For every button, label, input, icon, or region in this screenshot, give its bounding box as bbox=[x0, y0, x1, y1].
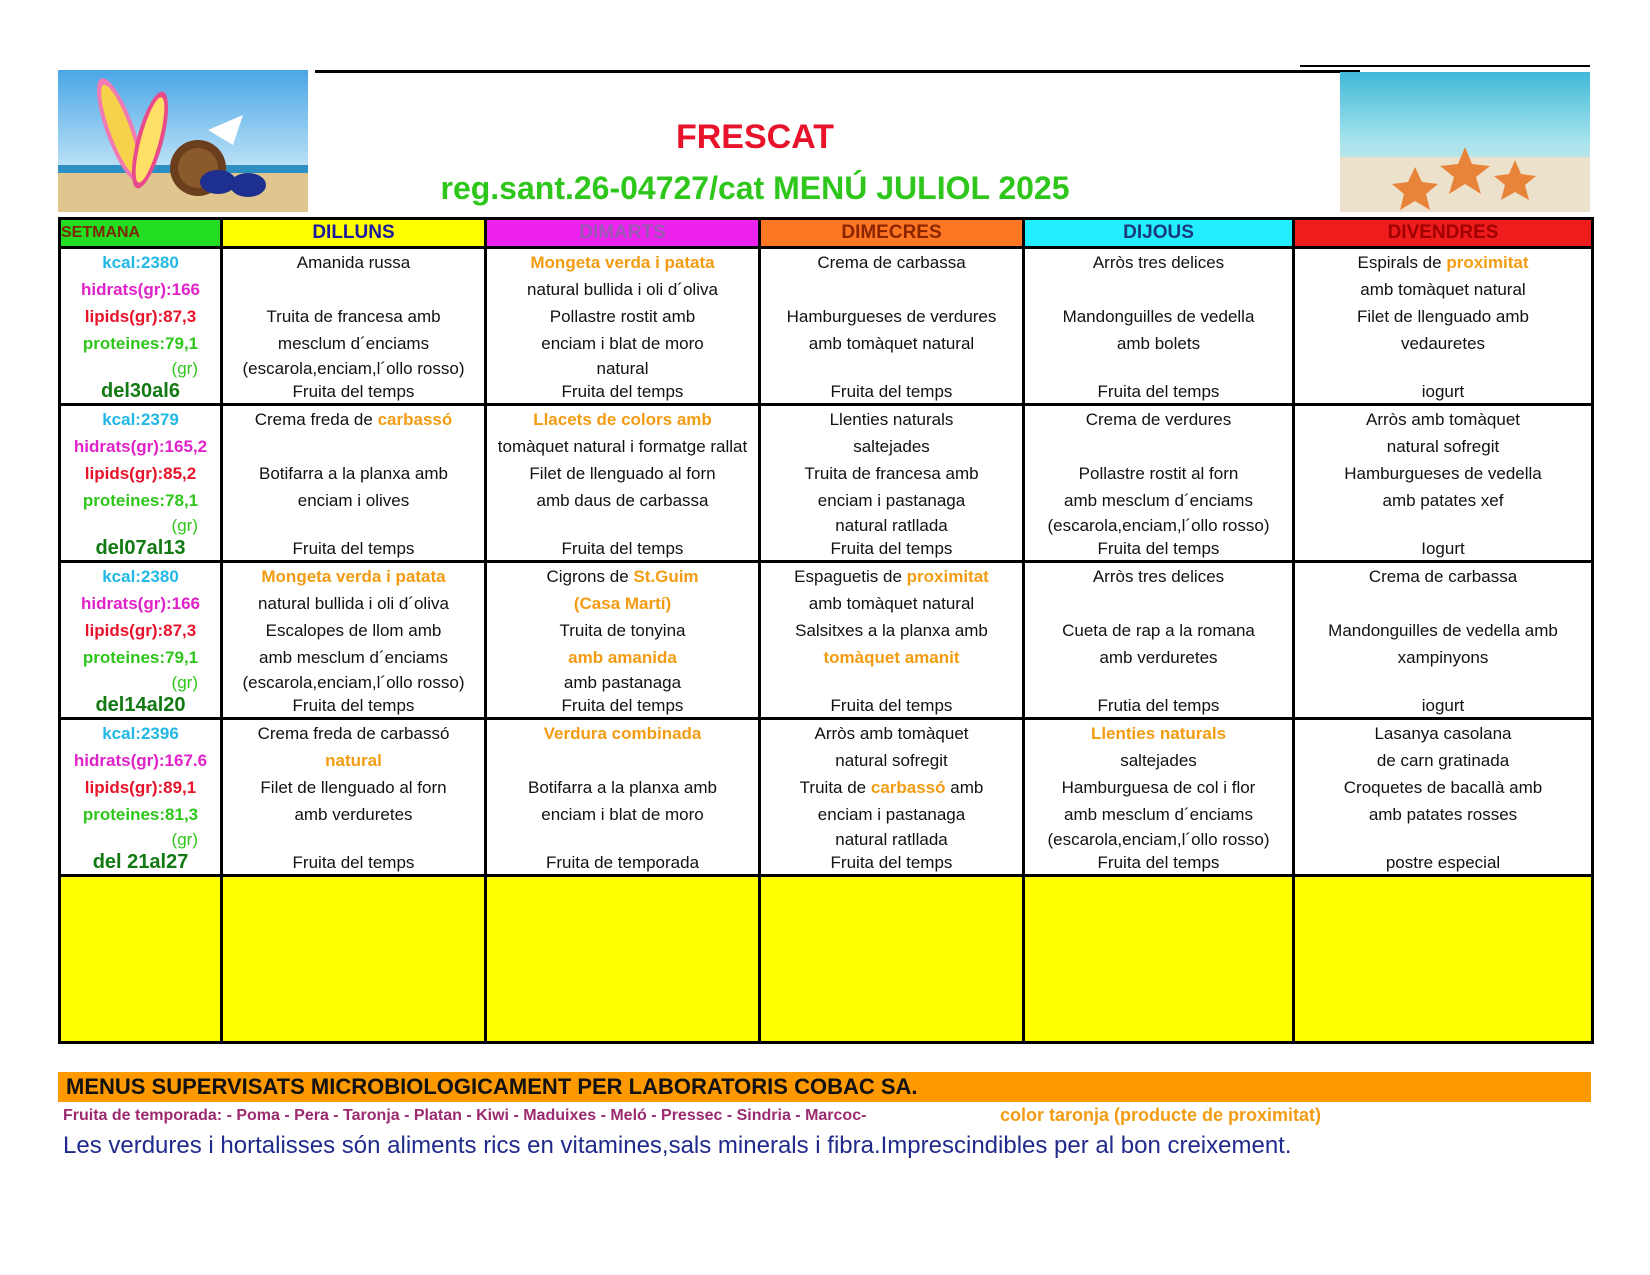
day-cell bbox=[1294, 405, 1593, 562]
menu-line: Croquetes de bacallà amb bbox=[1343, 778, 1543, 797]
menu-line: natural ratllada bbox=[835, 516, 948, 535]
menu-line: Escalopes de llom amb bbox=[265, 621, 442, 640]
menu-line: Truita de francesa amb bbox=[266, 307, 441, 326]
menu-line: Fruita del temps bbox=[292, 696, 415, 715]
menu-line: Fruita del temps bbox=[561, 382, 684, 401]
proximity-legend: color taronja (producte de proximitat) bbox=[1000, 1105, 1322, 1125]
menu-line: (escarola,enciam,l´ollo rosso) bbox=[1047, 516, 1270, 535]
kcal: kcal:2379 bbox=[102, 410, 179, 429]
menu-line: amb tomàquet natural bbox=[808, 334, 975, 353]
menu-line: Botifarra a la planxa amb bbox=[259, 464, 448, 483]
menu-line bbox=[1025, 276, 1292, 303]
menu-line: Llenties naturals bbox=[1090, 724, 1227, 743]
proximity-highlight: proximitat bbox=[906, 567, 989, 586]
menu-line: amb bolets bbox=[1116, 334, 1201, 353]
menu-line: tomàquet amanit bbox=[823, 648, 960, 667]
page-title: FRESCAT bbox=[675, 118, 835, 156]
menu-line: amb tomàquet natural bbox=[1360, 280, 1526, 299]
menu-line bbox=[487, 563, 758, 590]
menu-line: saltejades bbox=[853, 437, 930, 456]
menu-line bbox=[1295, 249, 1591, 276]
beach-flipflops-image bbox=[58, 70, 308, 212]
menu-line: Hamburgueses de verdures bbox=[786, 307, 997, 326]
menu-line: amb verduretes bbox=[294, 805, 413, 824]
menu-line: (escarola,enciam,l´ollo rosso) bbox=[242, 673, 465, 692]
proximity-highlight: proximitat bbox=[1446, 253, 1529, 272]
lipids: lipids(gr):85,2 bbox=[84, 464, 197, 483]
day-cell bbox=[486, 405, 760, 562]
lipids: lipids(gr):87,3 bbox=[84, 307, 197, 326]
day-cell bbox=[1294, 719, 1593, 876]
col-dijous: DIJOUS bbox=[1024, 219, 1294, 248]
menu-text: Cigrons de bbox=[546, 567, 634, 586]
day-cell bbox=[486, 248, 760, 405]
menu-line bbox=[761, 276, 1022, 303]
menu-line: amb pastanaga bbox=[563, 673, 682, 692]
menu-line: Filet de llenguado amb bbox=[1356, 307, 1529, 326]
week-range: del14al20 bbox=[95, 694, 186, 716]
menu-line: Lasanya casolana bbox=[1374, 724, 1512, 743]
menu-line: Fruita de temporada bbox=[545, 853, 700, 872]
menu-line: amb mesclum d´enciams bbox=[259, 648, 448, 667]
menu-line: natural sofregit bbox=[1386, 437, 1500, 456]
menu-line: natural bbox=[325, 751, 382, 770]
menu-line: Filet de llenguado al forn bbox=[260, 778, 447, 797]
supervision-banner: MENUS SUPERVISATS MICROBIOLOGICAMENT PER LABORATORIS COBAC SA. bbox=[58, 1072, 1591, 1102]
day-cell bbox=[1024, 405, 1294, 562]
menu-line: mesclum d´enciams bbox=[277, 334, 430, 353]
lipids: lipids(gr):87,3 bbox=[84, 621, 197, 640]
menu-line bbox=[487, 828, 758, 851]
empty-cell bbox=[60, 876, 222, 1043]
menu-line: natural ratllada bbox=[835, 830, 948, 849]
day-cell bbox=[486, 719, 760, 876]
nutrition-cell bbox=[60, 405, 222, 562]
menu-line: (escarola,enciam,l´ollo rosso) bbox=[1047, 830, 1270, 849]
week-row bbox=[60, 405, 1593, 562]
menu-line: xampinyons bbox=[1397, 648, 1489, 667]
menu-line: Hamburguesa de col i flor bbox=[1061, 778, 1256, 797]
day-cell bbox=[760, 719, 1024, 876]
menu-text: Truita de bbox=[799, 778, 871, 797]
menu-line: amb patates xef bbox=[1382, 491, 1504, 510]
menu-line: Mongeta verda i patata bbox=[261, 567, 446, 586]
menu-line: Arròs amb tomàquet bbox=[814, 724, 969, 743]
menu-line: Filet de llenguado al forn bbox=[529, 464, 716, 483]
menu-line bbox=[223, 828, 484, 851]
menu-text: Espaguetis de bbox=[794, 567, 907, 586]
menu-line: amb tomàquet natural bbox=[808, 594, 975, 613]
menu-line: Fruita del temps bbox=[1097, 382, 1220, 401]
header-rule-right bbox=[1300, 65, 1590, 67]
week-range: del 21al27 bbox=[92, 851, 189, 873]
menu-line: natural bullida i oli d´oliva bbox=[258, 594, 449, 613]
menu-line: (Casa Martí) bbox=[573, 594, 672, 613]
menu-line: iogurt bbox=[1421, 382, 1465, 401]
day-cell bbox=[1024, 248, 1294, 405]
menu-text: Crema freda de bbox=[254, 410, 378, 429]
day-cell bbox=[760, 405, 1024, 562]
menu-subtitle: reg.sant.26-04727/cat MENÚ JULIOL 2025 bbox=[440, 170, 1070, 206]
week-row bbox=[60, 562, 1593, 719]
header-row bbox=[60, 219, 1593, 248]
menu-line: Truita de tonyina bbox=[559, 621, 686, 640]
proximity-highlight: carbassó bbox=[870, 778, 946, 797]
col-divendres: DIVENDRES bbox=[1294, 219, 1593, 248]
day-cell bbox=[222, 562, 486, 719]
menu-line: vedauretes bbox=[1400, 334, 1486, 353]
menu-line: Crema de verdures bbox=[1085, 410, 1232, 429]
menu-line: postre especial bbox=[1385, 853, 1501, 872]
menu-line: Fruita del temps bbox=[830, 696, 953, 715]
menu-line: Botifarra a la planxa amb bbox=[528, 778, 717, 797]
menu-line bbox=[223, 276, 484, 303]
menu-line: Fruita del temps bbox=[1097, 539, 1220, 558]
menu-line bbox=[1025, 433, 1292, 460]
menu-line: amb mesclum d´enciams bbox=[1064, 491, 1253, 510]
menu-line: amb daus de carbassa bbox=[536, 491, 709, 510]
menu-line: (escarola,enciam,l´ollo rosso) bbox=[242, 359, 465, 378]
menu-line: Fruita del temps bbox=[1097, 853, 1220, 872]
col-dimarts: DIMARTS bbox=[486, 219, 760, 248]
menu-line: amb mesclum d´enciams bbox=[1064, 805, 1253, 824]
menu-line: Fruita del temps bbox=[292, 382, 415, 401]
day-cell bbox=[1024, 719, 1294, 876]
col-dimecres: DIMECRES bbox=[760, 219, 1024, 248]
nutrition-cell bbox=[60, 562, 222, 719]
menu-text: Espirals de bbox=[1357, 253, 1447, 272]
col-setmana: SETMANA bbox=[60, 219, 222, 248]
menu-line: Arròs tres delices bbox=[1092, 253, 1225, 272]
hidrats: hidrats(gr):166 bbox=[80, 280, 201, 299]
grams-unit: (gr) bbox=[171, 516, 198, 535]
empty-cell bbox=[222, 876, 486, 1043]
empty-cell bbox=[760, 876, 1024, 1043]
starfish-beach-image bbox=[1340, 72, 1590, 212]
menu-line: Crema de carbassa bbox=[817, 253, 966, 272]
menu-line: Hamburgueses de vedella bbox=[1344, 464, 1542, 483]
menu-line: Cueta de rap a la romana bbox=[1062, 621, 1255, 640]
menu-line: Salsitxes a la planxa amb bbox=[795, 621, 988, 640]
menu-line bbox=[1025, 590, 1292, 617]
menu-line: Verdura combinada bbox=[543, 724, 702, 743]
nutrition-cell bbox=[60, 248, 222, 405]
menu-table bbox=[58, 217, 1594, 1044]
menu-line: Mandonguilles de vedella amb bbox=[1328, 621, 1558, 640]
empty-week-row bbox=[60, 876, 1593, 1043]
menu-line bbox=[1025, 671, 1292, 694]
seasonal-fruit-list: Fruita de temporada: - Poma - Pera - Taronja - Platan - Kiwi - Maduixes - Meló - Pressec - Sindria - Marcoc- bbox=[63, 1107, 867, 1124]
menu-line: enciam i blat de moro bbox=[541, 805, 704, 824]
menu-line: enciam i blat de moro bbox=[541, 334, 704, 353]
menu-line bbox=[487, 747, 758, 774]
kcal: kcal:2380 bbox=[102, 253, 179, 272]
menu-line: Llenties naturals bbox=[829, 410, 954, 429]
menu-line: enciam i pastanaga bbox=[817, 491, 966, 510]
empty-cell bbox=[1294, 876, 1593, 1043]
day-cell bbox=[222, 248, 486, 405]
menu-line: Fruita del temps bbox=[561, 539, 684, 558]
hidrats: hidrats(gr):166 bbox=[80, 594, 201, 613]
menu-line: Amanida russa bbox=[296, 253, 411, 272]
menu-line bbox=[223, 433, 484, 460]
menu-line: Arròs tres delices bbox=[1092, 567, 1225, 586]
day-cell bbox=[222, 405, 486, 562]
grams-unit: (gr) bbox=[171, 673, 198, 692]
menu-line: Crema freda de carbassó bbox=[257, 724, 450, 743]
menu-line: Fruita del temps bbox=[292, 539, 415, 558]
menu-line bbox=[761, 774, 1022, 801]
header-rule bbox=[315, 70, 1360, 73]
menu-line bbox=[1295, 671, 1591, 694]
menu-line: Arròs amb tomàquet bbox=[1365, 410, 1520, 429]
grams-unit: (gr) bbox=[171, 359, 198, 378]
kcal: kcal:2380 bbox=[102, 567, 179, 586]
day-cell bbox=[1294, 562, 1593, 719]
menu-line: tomàquet natural i formatge rallat bbox=[497, 437, 748, 456]
hidrats: hidrats(gr):167.6 bbox=[73, 751, 208, 770]
day-cell bbox=[486, 562, 760, 719]
vegetables-note: Les verdures i hortalisses són aliments rics en vitamines,sals minerals i fibra.Imprescindibles per al bon creixement. bbox=[63, 1132, 1292, 1159]
menu-line bbox=[1295, 828, 1591, 851]
menu-line: amb verduretes bbox=[1099, 648, 1218, 667]
menu-line: iogurt bbox=[1421, 696, 1465, 715]
empty-cell bbox=[1024, 876, 1294, 1043]
day-cell bbox=[1294, 248, 1593, 405]
menu-line: Pollastre rostit amb bbox=[549, 307, 696, 326]
week-row bbox=[60, 248, 1593, 405]
menu-line: Pollastre rostit al forn bbox=[1078, 464, 1239, 483]
menu-line bbox=[487, 514, 758, 537]
proximity-highlight: carbassó bbox=[377, 410, 453, 429]
menu-line bbox=[223, 406, 484, 433]
grams-unit: (gr) bbox=[171, 830, 198, 849]
menu-line: Llacets de colors amb bbox=[533, 410, 712, 429]
menu-line bbox=[1295, 514, 1591, 537]
proteines: proteines:79,1 bbox=[82, 334, 199, 353]
menu-line: saltejades bbox=[1120, 751, 1197, 770]
menu-line: enciam i pastanaga bbox=[817, 805, 966, 824]
menu-line bbox=[1295, 590, 1591, 617]
day-cell bbox=[760, 562, 1024, 719]
menu-line: Fruita del temps bbox=[292, 853, 415, 872]
menu-line: Mongeta verda i patata bbox=[530, 253, 715, 272]
proteines: proteines:79,1 bbox=[82, 648, 199, 667]
menu-line: Iogurt bbox=[1421, 539, 1465, 558]
menu-line: amb amanida bbox=[568, 648, 677, 667]
menu-line: Fruita del temps bbox=[830, 382, 953, 401]
menu-line: Fruita del temps bbox=[830, 539, 953, 558]
day-cell bbox=[222, 719, 486, 876]
week-row bbox=[60, 719, 1593, 876]
menu-line bbox=[1025, 357, 1292, 380]
lipids: lipids(gr):89,1 bbox=[84, 778, 197, 797]
menu-line: amb patates rosses bbox=[1368, 805, 1518, 824]
empty-cell bbox=[486, 876, 760, 1043]
menu-text: amb bbox=[945, 778, 984, 797]
nutrition-cell bbox=[60, 719, 222, 876]
menu-line: natural bbox=[596, 359, 649, 378]
menu-line bbox=[761, 563, 1022, 590]
menu-line: enciam i olives bbox=[297, 491, 410, 510]
menu-line bbox=[761, 357, 1022, 380]
menu-line bbox=[761, 671, 1022, 694]
menu-line: Fruita del temps bbox=[830, 853, 953, 872]
week-range: del07al13 bbox=[95, 537, 186, 559]
menu-line: natural sofregit bbox=[835, 751, 948, 770]
col-dilluns: DILLUNS bbox=[222, 219, 486, 248]
menu-line: Crema de carbassa bbox=[1368, 567, 1518, 586]
menu-line bbox=[223, 514, 484, 537]
hidrats: hidrats(gr):165,2 bbox=[73, 437, 208, 456]
proteines: proteines:78,1 bbox=[82, 491, 199, 510]
kcal: kcal:2396 bbox=[102, 724, 179, 743]
day-cell bbox=[1024, 562, 1294, 719]
menu-line: Frutia del temps bbox=[1097, 696, 1220, 715]
proteines: proteines:81,3 bbox=[82, 805, 199, 824]
menu-line: Truita de francesa amb bbox=[804, 464, 979, 483]
week-range: del30al6 bbox=[101, 380, 180, 402]
day-cell bbox=[760, 248, 1024, 405]
proximity-highlight: St.Guim bbox=[633, 567, 699, 586]
menu-line: Mandonguilles de vedella bbox=[1062, 307, 1255, 326]
menu-line: Fruita del temps bbox=[561, 696, 684, 715]
menu-line: natural bullida i oli d´oliva bbox=[527, 280, 718, 299]
menu-line bbox=[1295, 357, 1591, 380]
menu-line: de carn gratinada bbox=[1376, 751, 1510, 770]
